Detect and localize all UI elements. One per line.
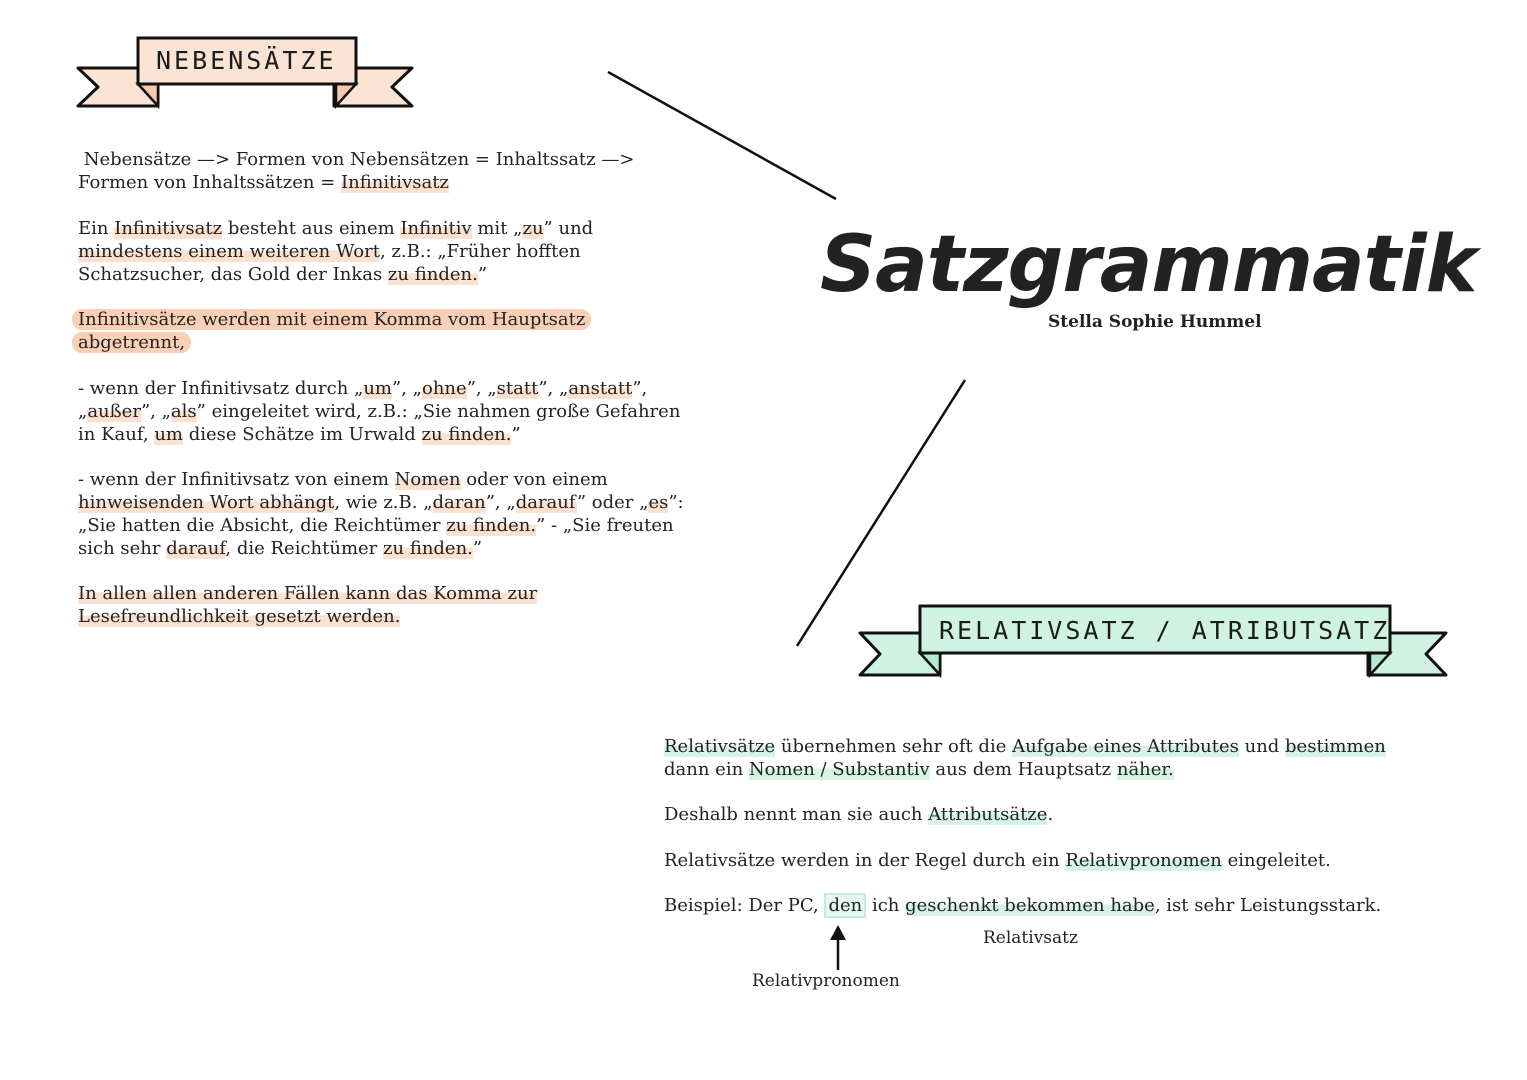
paragraph-definition: Ein Infinitivsatz besteht aus einem Infinitiv mit „zu” und mindestens einem weiteren Wort, z.B.: „Früher hofften Schatzsucher, das Gold der Inkas zu finden.” <box>78 218 594 285</box>
relative-pronoun-box: den <box>824 893 866 918</box>
paragraph-case-noun: - wenn der Infinitivsatz von einem Nomen oder von einem hinweisenden Wort abhängt, wie z.B. „daran”, „darauf” oder „es”: „Sie hatten die Absicht, die Reichtümer zu finden.” - „Sie freuten sich sehr darauf, die Reichtümer zu finden.” <box>78 469 684 559</box>
paragraph-other-cases: In allen allen anderen Fällen kann das Komma zur Lesefreundlichkeit gesetzt werden. <box>78 583 538 627</box>
paragraph-relativsatz-definition: Relativsätze übernehmen sehr oft die Aufgabe eines Attributes und bestimmen dann ein Nomen / Substantiv aus dem Hauptsatz näher. <box>664 736 1386 780</box>
connector-line-top <box>608 72 836 199</box>
paragraph-overview: Nebensätze —> Formen von Nebensätzen = Inhaltssatz —> Formen von Inhaltssätzen = Infinitivsatz <box>78 149 635 193</box>
label-relativsatz: Relativsatz <box>983 928 1078 948</box>
paragraph-attributsatz: Deshalb nennt man sie auch Attributsätze. <box>664 804 1054 825</box>
label-relativpronomen: Relativpronomen <box>752 971 900 991</box>
banner-right-title: RELATIVSATZ / ATRIBUTSATZ <box>939 616 1391 645</box>
author-name: Stella Sophie Hummel <box>1048 312 1262 332</box>
paragraph-example: Beispiel: Der PC, den ich geschenkt bekommen habe, ist sehr Leistungsstark. <box>664 895 1382 916</box>
paragraph-relativpronomen: Relativsätze werden in der Regel durch ein Relativpronomen eingeleitet. <box>664 850 1331 871</box>
page-title: Satzgrammatik <box>820 220 1477 310</box>
arrow-head-icon <box>830 925 846 940</box>
banner-left-title: NEBENSÄTZE <box>156 46 337 75</box>
paragraph-case-conjunction: - wenn der Infinitivsatz durch „um”, „ohne”, „statt”, „anstatt”, „außer”, „als” eingeleitet wird, z.B.: „Sie nahmen große Gefahren in Kauf, um diese Schätze im Urwald zu finden.” <box>78 378 681 445</box>
paragraph-rule: Infinitivsätze werden mit einem Komma vom Hauptsatz abgetrennt, <box>78 308 585 354</box>
